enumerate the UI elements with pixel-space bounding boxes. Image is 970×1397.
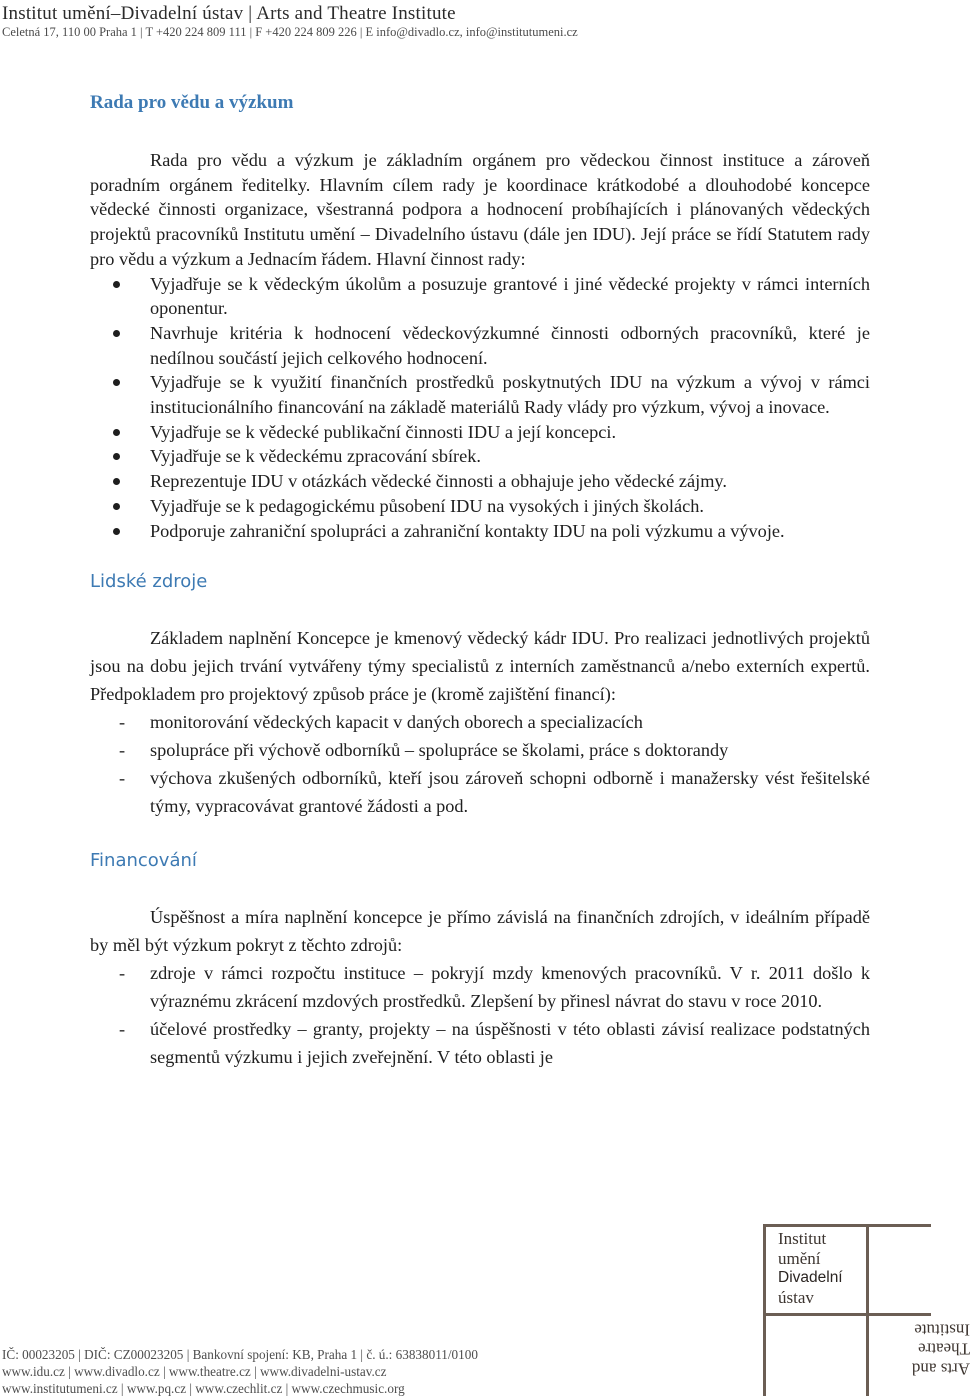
financing-intro: Úspěšnost a míra naplnění koncepce je přímo závislá na finančních zdrojích, v ideálním případě by měl být výzkum pokryt z těchto zdrojů:: [90, 907, 870, 956]
list-item: - účelové prostředky – granty, projekty – na úspěšnosti v této oblasti závisí realizace podstatných segmentů výzkumu i jejich zveřejnění. V této oblasti je: [119, 1019, 870, 1068]
section-heading-research-council: Rada pro vědu a výzkum: [90, 92, 294, 113]
bullet-icon: [113, 330, 120, 337]
financing-list: [90, 959, 870, 1071]
research-council-intro: Rada pro vědu a výzkum je základním orgánem pro vědeckou činnost instituce a zároveň poradním orgánem ředitelky. Hlavním cílem rady je koordinace krátkodobé a dlouhodobé koncepce vědecké činnosti organizace, všestranná podpora a hodnocení probíhajících i plánovaných vědeckých projektů pracovníků Institutu umění – Divadelního ústavu (dále jen IDU). Její práce se řídí Statutem rady pro vědu a výzkum a Jednacím řádem. Hlavní činnost rady:: [90, 150, 870, 269]
list-item: - výchova zkušených odborníků, kteří jsou zároveň schopni odborně i manažersky vést řešitelské týmy, vypracovávat grantové žádosti a pod.: [119, 768, 870, 817]
footer-registration: IČ: 00023205 | DIČ: CZ00023205 | Bankovní spojení: KB, Praha 1 | č. ú.: 63838011/0100: [2, 1347, 478, 1362]
footer-links-1: www.idu.cz | www.divadlo.cz | www.theatre.cz | www.divadelni-ustav.cz: [2, 1364, 387, 1379]
bullet-icon: [113, 453, 120, 460]
bullet-icon: [113, 528, 120, 535]
list-item: Vyjadřuje se k vědeckému zpracování sbírek.: [90, 444, 870, 469]
letterhead-title: Institut umění–Divadelní ústav | Arts and Theatre Institute: [2, 3, 456, 24]
list-item: Podporuje zahraniční spolupráci a zahraniční kontakty IDU na poli výzkumu a vývoje.: [90, 519, 870, 544]
section-heading-financing: Financování: [90, 850, 197, 872]
letterhead-footer: [2, 1346, 478, 1397]
list-item: - spolupráce při výchově odborníků – spolupráce se školami, práce s doktorandy: [119, 740, 729, 761]
bullet-icon: [113, 379, 120, 386]
logo-text-en: Arts and Theatre Institute: [911, 1320, 970, 1379]
logo-text-cz: Institut umění Divadelní ústav: [778, 1229, 843, 1307]
bullet-icon: [113, 503, 120, 510]
list-item: Navrhuje kritéria k hodnocení vědeckovýzkumné činnosti odborných pracovníků, které je nedílnou součástí jejich celkového hodnocení.: [90, 321, 870, 370]
list-item: Vyjadřuje se k vědecké publikační činnosti IDU a její koncepci.: [90, 420, 870, 445]
list-item: Reprezentuje IDU v otázkách vědecké činnosti a obhajuje jeho vědecké zájmy.: [90, 469, 870, 494]
list-item: - zdroje v rámci rozpočtu instituce – pokryjí mzdy kmenových pracovníků. V r. 2011 došlo k výraznému zkrácení mzdových prostředků. Zlepšení by přinesl návrat do stavu v roce 2010.: [119, 963, 870, 1012]
list-item: - monitorování vědeckých kapacit v daných oborech a specializacích: [119, 712, 643, 733]
human-resources-intro: Základem naplnění Koncepce je kmenový vědecký kádr IDU. Pro realizaci jednotlivých projektů jsou na dobu jejich trvání vytvářeny týmy specialistů z interních zaměstnanců a/nebo externích expertů. Předpokladem pro projektový způsob práce je (kromě zajištění financí):: [90, 628, 870, 705]
list-item: Vyjadřuje se k vědeckým úkolům a posuzuje grantové i jiné vědecké projekty v rámci interních oponentur.: [90, 272, 870, 321]
list-item: Vyjadřuje se k pedagogickému působení IDU na vysokých i jiných školách.: [90, 494, 870, 519]
research-council-duties: [90, 272, 870, 544]
document-body: [90, 92, 870, 1071]
bullet-icon: [113, 478, 120, 485]
section-heading-human-resources: Lidské zdroje: [90, 571, 208, 593]
bullet-icon: [113, 281, 120, 288]
letterhead-contact: Celetná 17, 110 00 Praha 1 | T +420 224 809 111 | F +420 224 809 226 | E info@divadlo.cz, info@institutumeni.cz: [2, 25, 578, 39]
list-item: Vyjadřuje se k využití finančních prostředků poskytnutých IDU na výzkum a vývoj v rámci institucionálního financování na základě materiálů Rady vlády pro výzkum, vývoj a inovace.: [90, 370, 870, 419]
human-resources-list: [90, 708, 870, 820]
bullet-icon: [113, 429, 120, 436]
footer-links-2: www.institutumeni.cz | www.pq.cz | www.czechlit.cz | www.czechmusic.org: [2, 1381, 405, 1396]
